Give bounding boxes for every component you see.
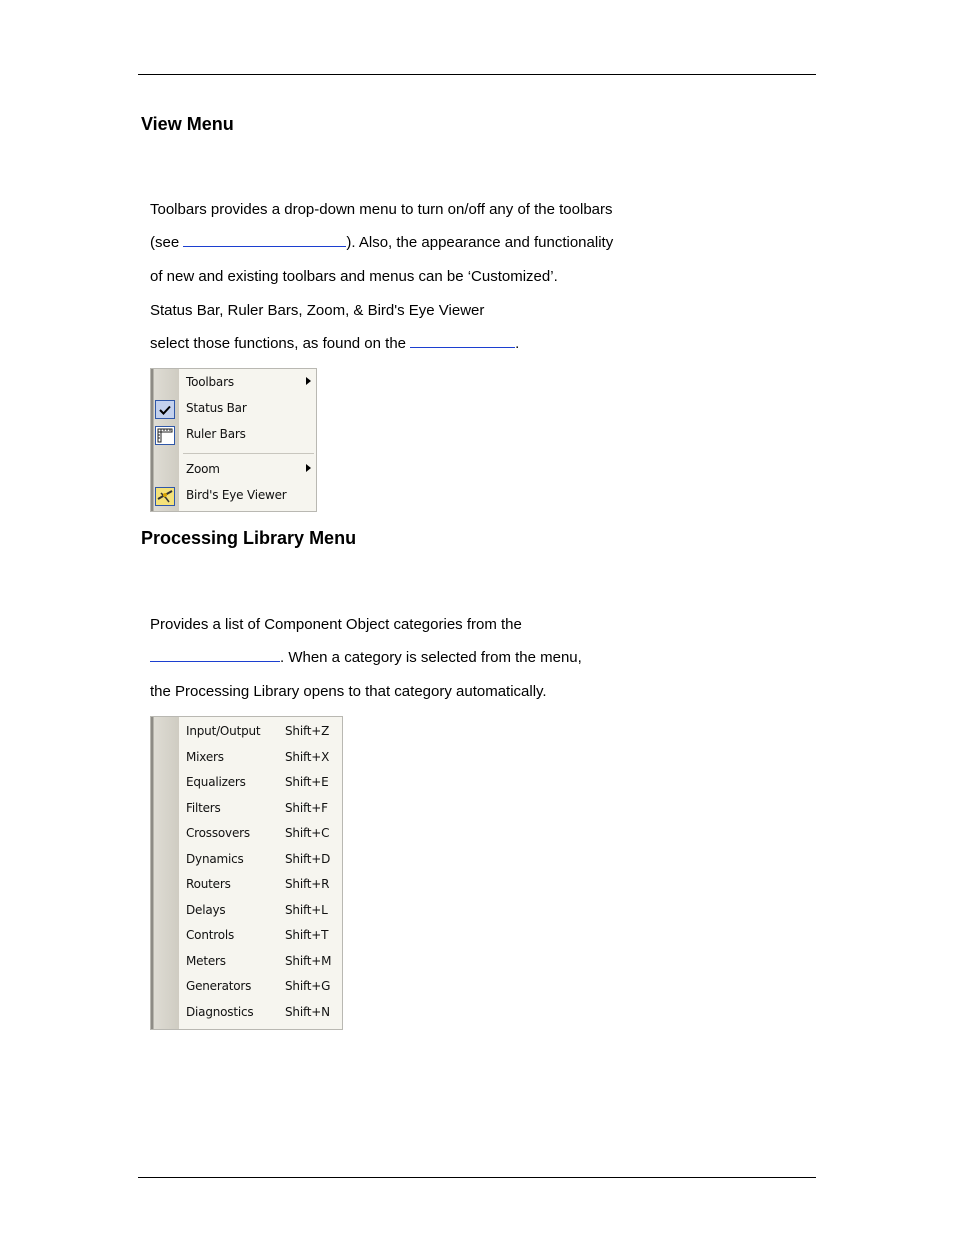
menu-item-shortcut: Shift+C [285, 826, 330, 840]
ruler-icon [155, 426, 175, 445]
menu-item-crossovers[interactable] [151, 823, 342, 845]
menu-item-ruler-bars[interactable]: Ruler Bars [151, 424, 316, 446]
submenu-arrow-icon [306, 377, 311, 385]
view-para-line-1: Toolbars provides a drop-down menu to turn on/off any of the toolbars [150, 201, 613, 218]
menu-item-birds-eye-viewer[interactable]: Bird's Eye Viewer [151, 485, 316, 507]
menu-item-shortcut: Shift+M [285, 953, 332, 968]
menu-item-label: Dynamics [186, 851, 244, 866]
cross-reference-link[interactable] [410, 335, 515, 348]
processing-library-heading: Processing Library Menu [141, 528, 357, 548]
menu-item-label: Meters [186, 953, 226, 968]
view-para-line-2: (see ). Also, the appearance and functionality [150, 234, 614, 251]
menu-separator [183, 453, 314, 454]
view-para-line-4: Status Bar, Ruler Bars, Zoom, & Bird's Eye Viewer [150, 302, 485, 319]
processing-para-line-1: Provides a list of Component Object categories from the [150, 616, 522, 633]
menu-item-toolbars[interactable]: Toolbars [151, 372, 316, 394]
menu-item-meters[interactable] [151, 951, 342, 973]
menu-item-label: Mixers [186, 749, 224, 764]
menu-item-label: Equalizers [186, 775, 246, 789]
checkmark-icon [155, 400, 175, 419]
menu-item-shortcut: Shift+X [285, 749, 330, 764]
menu-item-equalizers[interactable] [151, 772, 342, 794]
submenu-arrow-icon [306, 464, 311, 472]
menu-item-shortcut: Shift+Z [285, 724, 330, 738]
menu-item-label: Routers [186, 877, 231, 891]
menu-item-label: Filters [186, 800, 221, 815]
menu-item-label: Controls [186, 928, 235, 942]
view-menu-dropdown [150, 368, 317, 512]
view-menu-heading: View Menu [141, 114, 234, 134]
menu-item-shortcut: Shift+E [285, 775, 329, 789]
menu-item-zoom[interactable]: Zoom [151, 459, 316, 481]
menu-item-diagnostics[interactable] [151, 1002, 342, 1024]
menu-item-shortcut: Shift+D [285, 851, 331, 866]
processing-para-line-3: the Processing Library opens to that category automatically. [150, 683, 547, 700]
menu-item-label: Delays [186, 902, 226, 917]
cross-reference-link[interactable] [150, 649, 280, 662]
processing-para-line-2: . When a category is selected from the menu, [150, 649, 582, 667]
menu-item-shortcut: Shift+R [285, 877, 330, 891]
menu-item-status-bar[interactable]: Status Bar [151, 398, 316, 420]
menu-item-generators[interactable] [151, 976, 342, 998]
menu-item-delays[interactable] [151, 900, 342, 922]
menu-item-filters[interactable] [151, 798, 342, 820]
menu-item-shortcut: Shift+G [285, 979, 331, 993]
menu-item-label: Crossovers [186, 826, 250, 840]
header-rule [138, 74, 816, 75]
menu-item-shortcut: Shift+T [285, 928, 329, 942]
view-para-line-3: of new and existing toolbars and menus can be ‘Customized’. [150, 268, 558, 285]
menu-item-mixers[interactable] [151, 747, 342, 769]
menu-item-shortcut: Shift+L [285, 902, 328, 917]
menu-item-label: Diagnostics [186, 1004, 254, 1019]
footer-rule [138, 1177, 816, 1178]
menu-item-routers[interactable] [151, 874, 342, 896]
view-para-line-5: select those functions, as found on the . [150, 335, 520, 352]
processing-library-dropdown [150, 716, 343, 1030]
birds-eye-icon [155, 487, 175, 506]
menu-item-dynamics[interactable] [151, 849, 342, 871]
menu-item-controls[interactable] [151, 925, 342, 947]
menu-item-label: Input/Output [186, 724, 261, 738]
menu-item-input-output[interactable] [151, 721, 342, 743]
menu-item-shortcut: Shift+N [285, 1004, 330, 1019]
menu-item-shortcut: Shift+F [285, 800, 328, 815]
cross-reference-link[interactable] [183, 234, 346, 247]
menu-item-label: Generators [186, 979, 252, 993]
